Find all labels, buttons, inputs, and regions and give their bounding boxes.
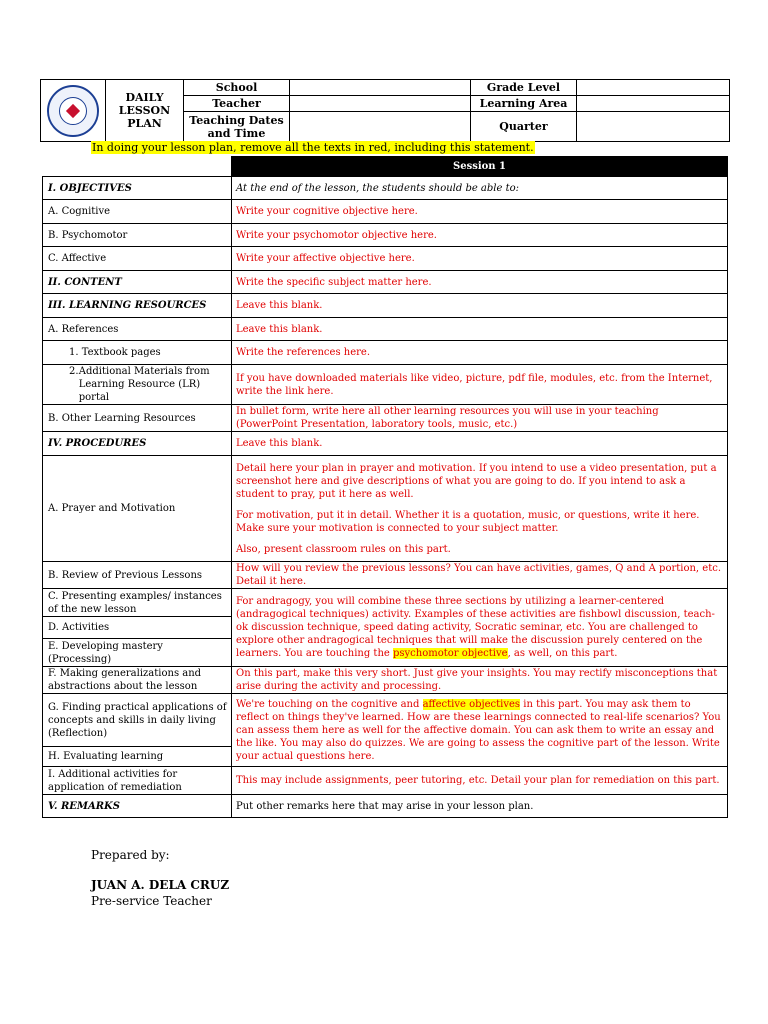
references-label: A. References <box>43 318 232 341</box>
additional-activities-row <box>43 767 728 795</box>
teaching-dates-field[interactable] <box>290 112 471 142</box>
procedures-text[interactable]: Leave this blank. <box>232 432 728 456</box>
cognitive-text[interactable]: Write your cognitive objective here. <box>232 200 728 224</box>
making-generalizations-row <box>43 667 728 694</box>
activities-label: D. Activities <box>43 617 232 639</box>
teacher-label: Teacher <box>184 96 290 112</box>
affective-row <box>43 247 728 271</box>
textbook-pages-label: 1. Textbook pages <box>43 341 232 365</box>
learning-resources-row <box>43 294 728 318</box>
finding-applications-row <box>43 694 728 747</box>
content-label: II. CONTENT <box>43 271 232 294</box>
presenting-label: C. Presenting examples/ instances of the new lesson <box>43 589 232 617</box>
other-resources-text[interactable]: In bullet form, write here all other learning resources you will use in your teaching (PowerPoint Presentation, laboratory tools, music, etc.) <box>232 405 728 432</box>
making-generalizations-label: F. Making generalizations and abstractions about the lesson <box>43 667 232 694</box>
affective-text[interactable]: Write your affective objective here. <box>232 247 728 271</box>
making-generalizations-text[interactable]: On this part, make this very short. Just give your insights. You may rectify misconceptions that arise during the activity and processing. <box>232 667 728 694</box>
procedures-label: IV. PROCEDURES <box>43 432 232 456</box>
prepared-by-label: Prepared by: <box>91 848 170 862</box>
additional-materials-row <box>43 365 728 405</box>
teacher-field[interactable] <box>290 96 471 112</box>
additional-activities-label: I. Additional activities for application of remediation <box>43 767 232 795</box>
objectives-text[interactable]: At the end of the lesson, the students should be able to: <box>232 177 728 200</box>
deped-seal-icon <box>47 85 99 137</box>
objectives-row <box>43 177 728 200</box>
affective-objectives-text[interactable]: We're touching on the cognitive and affective objectives in this part. You may ask them to reflect on things they've learned. How are these learnings connected to real-life scenarios? You can assess them here as well for the affective domain. You can ask them to write an essay and the like. You may also do quizzes. We are going to assess the cognitive part of the lesson. Write your actual questions here. <box>232 694 728 767</box>
developing-label: E. Developing mastery (Processing) <box>43 639 232 667</box>
andragogy-text[interactable]: For andragogy, you will combine these three sections by utilizing a learner-centered (andragogical techniques) activity. Examples of these activities are fishbowl discussion, teach-ok discussion technique, speed dating activity, Socratic seminar, etc. You are challenged to explore other andragogical techniques that will make the discussion purely centered on the learners. You are touching the psychomotor objective, as well, on this part. <box>232 589 728 667</box>
learning-area-field[interactable] <box>577 96 730 112</box>
header-table <box>40 79 730 142</box>
cognitive-row <box>43 200 728 224</box>
objectives-label: I. OBJECTIVES <box>43 177 232 200</box>
content-row <box>43 271 728 294</box>
preparer-name: JUAN A. DELA CRUZ <box>91 878 230 892</box>
preparer-role: Pre-service Teacher <box>91 894 212 908</box>
teaching-dates-label: Teaching Dates and Time <box>184 112 290 142</box>
presenting-row <box>43 589 728 617</box>
lesson-plan-title: DAILY LESSON PLAN <box>106 80 184 142</box>
prayer-motivation-label: A. Prayer and Motivation <box>43 456 232 562</box>
review-text[interactable]: How will you review the previous lessons? You can have activities, games, Q and A portion, etc. Detail it here. <box>232 562 728 589</box>
additional-materials-text[interactable]: If you have downloaded materials like video, picture, pdf file, modules, etc. from the Internet, write the link here. <box>232 365 728 405</box>
school-label: School <box>184 80 290 96</box>
remarks-label: V. REMARKS <box>43 795 232 818</box>
prayer-motivation-row <box>43 456 728 562</box>
deped-seal-cell <box>41 80 106 142</box>
remarks-row <box>43 795 728 818</box>
learning-resources-label: III. LEARNING RESOURCES <box>43 294 232 318</box>
textbook-pages-row <box>43 341 728 365</box>
content-text[interactable]: Write the specific subject matter here. <box>232 271 728 294</box>
learning-resources-text[interactable]: Leave this blank. <box>232 294 728 318</box>
review-row <box>43 562 728 589</box>
affective-highlight: affective objectives <box>422 698 521 710</box>
cognitive-label: A. Cognitive <box>43 200 232 224</box>
review-label: B. Review of Previous Lessons <box>43 562 232 589</box>
instruction-notice: In doing your lesson plan, remove all the texts in red, including this statement. <box>92 141 534 154</box>
procedures-row <box>43 432 728 456</box>
quarter-field[interactable] <box>577 112 730 142</box>
lesson-plan-table <box>42 156 728 818</box>
psychomotor-label: B. Psychomotor <box>43 224 232 247</box>
textbook-pages-text[interactable]: Write the references here. <box>232 341 728 365</box>
prayer-motivation-text[interactable]: Detail here your plan in prayer and motivation. If you intend to use a video presentation, put a screenshot here and give descriptions of what you are going to do. If you intend to ask a student to pray, put it here as well. For motivation, put it in detail. Whether it is a quotation, music, or questions, write it here. Make sure your motivation is connected to your subject matter. Also, present classroom rules on this part. <box>232 456 728 562</box>
session-header: Session 1 <box>232 157 728 177</box>
grade-level-field[interactable] <box>577 80 730 96</box>
learning-area-label: Learning Area <box>471 96 577 112</box>
other-resources-row <box>43 405 728 432</box>
references-text[interactable]: Leave this blank. <box>232 318 728 341</box>
psychomotor-text[interactable]: Write your psychomotor objective here. <box>232 224 728 247</box>
psychomotor-row <box>43 224 728 247</box>
quarter-label: Quarter <box>471 112 577 142</box>
grade-level-label: Grade Level <box>471 80 577 96</box>
additional-activities-text[interactable]: This may include assignments, peer tutoring, etc. Detail your plan for remediation on this part. <box>232 767 728 795</box>
affective-label: C. Affective <box>43 247 232 271</box>
finding-applications-label: G. Finding practical applications of concepts and skills in daily living (Reflection) <box>43 694 232 747</box>
other-resources-label: B. Other Learning Resources <box>43 405 232 432</box>
references-row <box>43 318 728 341</box>
additional-materials-label: 2. Additional Materials from Learning Resource (LR) portal <box>43 365 232 405</box>
school-field[interactable] <box>290 80 471 96</box>
evaluating-label: H. Evaluating learning <box>43 747 232 767</box>
psychomotor-highlight: psychomotor objective <box>393 648 508 659</box>
remarks-text[interactable]: Put other remarks here that may arise in your lesson plan. <box>232 795 728 818</box>
